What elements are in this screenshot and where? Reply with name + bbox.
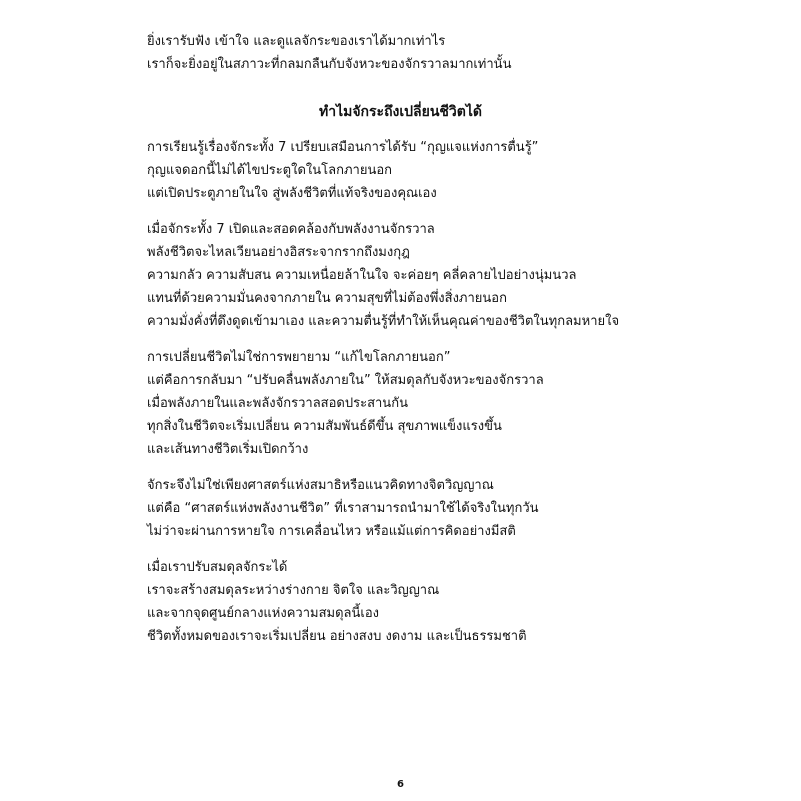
paragraph-4 [147,474,707,543]
text-line: ความกลัว ความสับสน ความเหนื่อยล้าในใจ จะค่อยๆ คลี่คลายไปอย่างนุ่มนวล [147,268,577,283]
text-line: เราจะสร้างสมดุลระหว่างร่างกาย จิตใจ และวิญญาณ [147,583,440,598]
text-line: เมื่อเราปรับสมดุลจักระได้ [147,560,288,575]
paragraph-5 [147,556,707,648]
text-line: ชีวิตทั้งหมดของเราจะเริ่มเปลี่ยน อย่างสงบ งดงาม และเป็นธรรมชาติ [147,629,527,644]
text-line: ยิ่งเรารับฟัง เข้าใจ และดูแลจักระของเราได้มากเท่าไร [147,34,446,49]
text-line: เมื่อพลังภายในและพลังจักรวาลสอดประสานกัน [147,396,408,411]
text-line: แทนที่ด้วยความมั่นคงจากภายใน ความสุขที่ไม่ต้องพึ่งสิ่งภายนอก [147,291,507,306]
text-line: และเส้นทางชีวิตเริ่มเปิดกว้าง [147,442,309,457]
text-line: แต่คือ “ศาสตร์แห่งพลังงานชีวิต” ที่เราสามารถนำมาใช้ได้จริงในทุกวัน [147,501,539,516]
text-line: ความมั่งคั่งที่ดึงดูดเข้ามาเอง และความตื่นรู้ที่ทำให้เห็นคุณค่าของชีวิตในทุกลมหายใจ [147,314,620,329]
text-line: แต่เปิดประตูภายในใจ สู่พลังชีวิตที่แท้จริงของคุณเอง [147,186,437,201]
text-line: เราก็จะยิ่งอยู่ในสภาวะที่กลมกลืนกับจังหวะของจักรวาลมากเท่านั้น [147,57,512,72]
text-line: ไม่ว่าจะผ่านการหายใจ การเคลื่อนไหว หรือแม้แต่การคิดอย่างมีสติ [147,524,516,539]
intro-paragraph [147,30,707,76]
paragraph-2 [147,218,707,333]
text-line: จักระจึงไม่ใช่เพียงศาสตร์แห่งสมาธิหรือแนวคิดทางจิตวิญญาณ [147,478,494,493]
text-line: การเรียนรู้เรื่องจักระทั้ง 7 เปรียบเสมือนการได้รับ “กุญแจแห่งการตื่นรู้” [147,140,539,155]
text-line: การเปลี่ยนชีวิตไม่ใช่การพยายาม “แก้ไขโลกภายนอก” [147,350,451,365]
text-line: เมื่อจักระทั้ง 7 เปิดและสอดคล้องกับพลังงานจักรวาล [147,222,435,237]
page-number: 6 [397,779,404,790]
text-line: ทุกสิ่งในชีวิตจะเริ่มเปลี่ยน ความสัมพันธ์ดีขึ้น สุขภาพแข็งแรงขึ้น [147,419,502,434]
text-line: แต่คือการกลับมา “ปรับคลื่นพลังภายใน” ให้สมดุลกับจังหวะของจักรวาล [147,373,544,388]
text-line: และจากจุดศูนย์กลางแห่งความสมดุลนี้เอง [147,606,379,621]
section-heading: ทำไมจักระถึงเปลี่ยนชีวิตได้ [318,104,482,120]
paragraph-3 [147,346,707,461]
text-line: กุญแจดอกนี้ไม่ได้ไขประตูใดในโลกภายนอก [147,163,393,178]
paragraph-1 [147,136,707,205]
text-line: พลังชีวิตจะไหลเวียนอย่างอิสระจากรากถึงมงกุฎ [147,245,410,260]
page-content [147,30,707,661]
